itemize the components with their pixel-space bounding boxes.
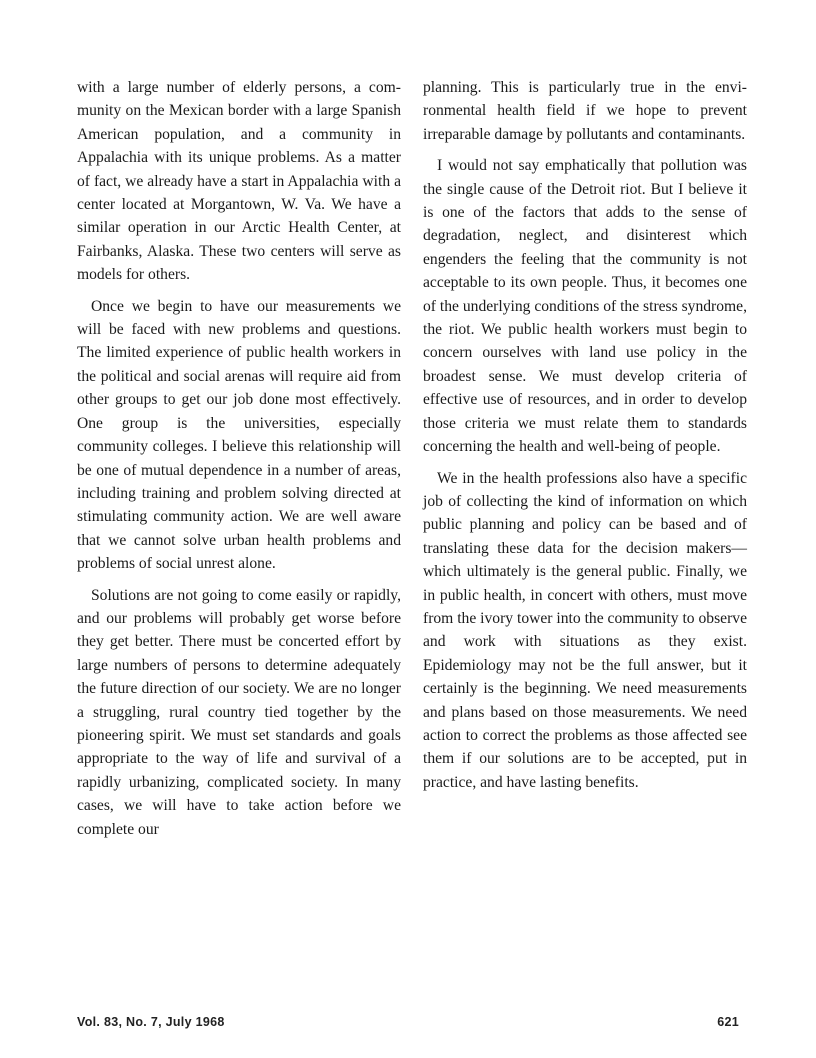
body-paragraph: planning. This is particularly true in the environmental health field if we hope to prevent irreparable damage by pollutants and contaminants.: [423, 79, 747, 143]
body-paragraph: Once we begin to have our measurements we will be faced with new problems and questions. The limited experience of public health workers in the political and social arenas will require aid from other groups to get our job done most effectively. One group is the universities, especially community colleges. I believe this relationship will be one of mutual dependence in a number of areas, including training and problem solving directed at stimulating community action. We are well aware that we cannot solve urban health problems and problems of social unrest alone.: [77, 297, 401, 573]
right-column: [423, 76, 747, 802]
body-paragraph: We in the health professions also have a specific job of collecting the kind of information on which public planning and policy can be based and of translating these data for the decision makers—which ultimately is the general public. Finally, we in public health, in concert with others, must move from the ivory tower into the community to observe and work with situations as they exist. Epidemiology may not be the full answer, but it certainly is the beginning. We need measurements and plans based on those measurements. We need action to correct the problems as those affected see them if our solutions are to be accepted, put in practice, and have lasting benefits.: [423, 469, 747, 791]
journal-issue: Vol. 83, No. 7, July 1968: [77, 1015, 225, 1029]
left-column: [77, 76, 401, 849]
body-paragraph: Solutions are not going to come easily or rapidly, and our problems will probably get worse before they get better. There must be concerted effort by large numbers of persons to determine adequately the future direction of our society. We are no longer a struggling, rural country tied together by the pioneering spirit. We must set standards and goals appropriate to the way of life and survival of a rapidly urbanizing, complicated society. In many cases, we will have to take action before we complete our: [77, 586, 401, 838]
body-paragraph: with a large number of elderly persons, a community on the Mexican border with a large Spanish American population, and a community in Appalachia with its unique problems. As a matter of fact, we already have a start in Appalachia with a center located at Morgantown, W. Va. We have a similar operation in our Arctic Health Center, at Fairbanks, Alaska. These two centers will serve as models for others.: [77, 79, 401, 284]
body-paragraph: I would not say emphatically that pollution was the single cause of the Detroit riot. But I believe it is one of the factors that adds to the sense of degradation, neglect, and disinterest which engenders the feeling that the community is not acceptable to its own people. Thus, it becomes one of the underlying conditions of the stress syndrome, the riot. We public health workers must begin to concern ourselves with land use policy in the broadest sense. We must develop criteria of effective use of resources, and in order to develop those criteria we must relate them to standards concerning the health and well-being of people.: [423, 157, 747, 456]
page-number: 621: [717, 1015, 739, 1029]
